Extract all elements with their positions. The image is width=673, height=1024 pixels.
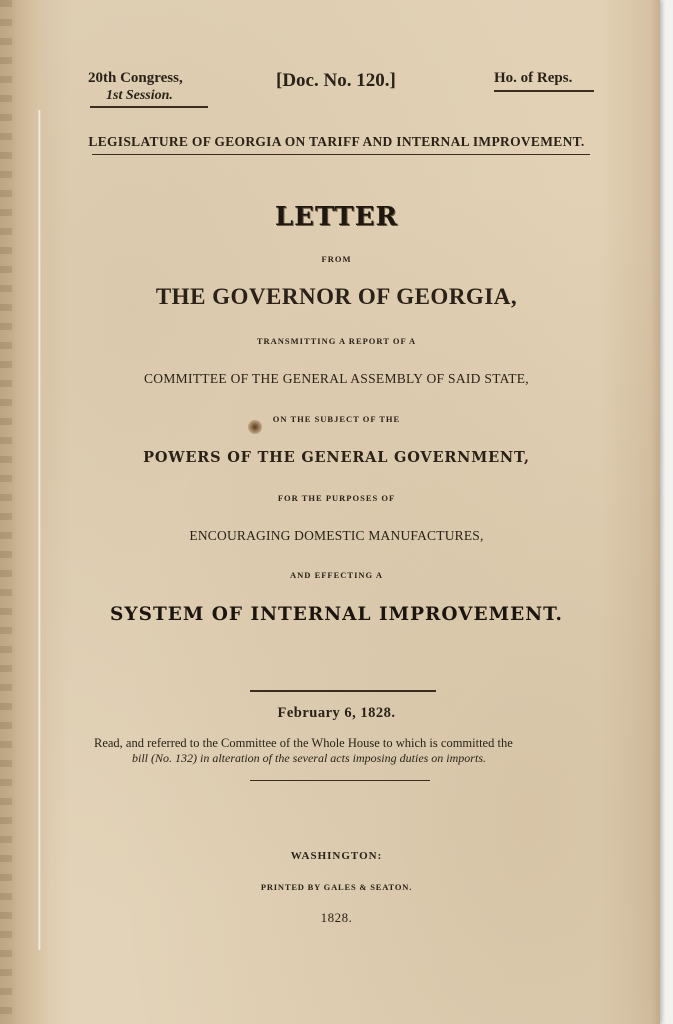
governor-line: THE GOVERNOR OF GEORGIA,: [155, 284, 518, 309]
imprint-place: WASHINGTON:: [290, 850, 383, 862]
referral-bottom-rule: [250, 780, 430, 781]
date-top-rule: [250, 690, 436, 692]
imprint-printer: PRINTED BY GALES & SEATON.: [260, 882, 413, 892]
system-line: SYSTEM OF INTERNAL IMPROVEMENT.: [110, 604, 563, 625]
subject-rule: [92, 154, 590, 155]
date-line: February 6, 1828.: [277, 705, 396, 721]
powers-line: POWERS OF THE GENERAL GOVERNMENT,: [143, 449, 530, 466]
doc-number: [Doc. No. 120.]: [276, 70, 396, 91]
house-label: Ho. of Reps.: [494, 70, 573, 86]
imprint-year: 1828.: [320, 910, 353, 925]
congress-session: [88, 70, 183, 104]
congress-label: 20th Congress,: [88, 70, 183, 86]
purposes-line: FOR THE PURPOSES OF: [277, 493, 396, 503]
encouraging-line: ENCOURAGING DOMESTIC MANUFACTURES,: [189, 528, 484, 543]
committee-line: COMMITTEE OF THE GENERAL ASSEMBLY OF SAID STATE,: [144, 371, 529, 386]
from-line: FROM: [321, 254, 352, 264]
header-left-rule: [90, 106, 208, 108]
session-label: 1st Session.: [106, 88, 173, 103]
effecting-line: AND EFFECTING A: [290, 570, 383, 580]
transmitting-line: TRANSMITTING A REPORT OF A: [256, 336, 417, 346]
page-edge-wear: [0, 0, 12, 1024]
referral-line-2: bill (No. 132) in alteration of the several acts imposing duties on imports.: [132, 751, 486, 765]
on-subject-line: ON THE SUBJECT OF THE: [272, 414, 401, 424]
letter-heading: LETTER: [274, 202, 399, 232]
referral-line-1: Read, and referred to the Committee of the Whole House to which is committed the: [94, 736, 513, 750]
header-right-rule: [494, 90, 594, 92]
subject-line: LEGISLATURE OF GEORGIA ON TARIFF AND INTERNAL IMPROVEMENT.: [88, 134, 585, 149]
